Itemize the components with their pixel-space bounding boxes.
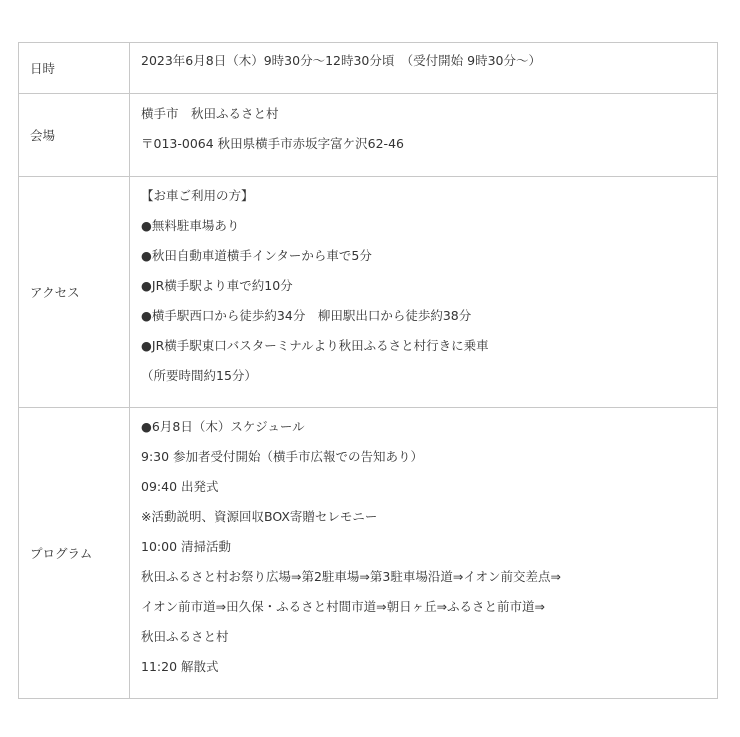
content-line: 秋田ふるさと村 [141, 629, 229, 644]
row-content [130, 408, 718, 699]
table-row-venue [19, 94, 718, 177]
content-line: ●JR横手駅より車で約10分 [141, 278, 293, 293]
content-line: 〒013-0064 秋田県横手市赤坂字富ケ沢62-46 [141, 136, 404, 151]
table-row-date [19, 43, 718, 94]
content-line: ※活動説明、資源回収BOX寄贈セレモニー [141, 509, 378, 524]
content-line: ●無料駐車場あり [141, 218, 240, 233]
row-content [130, 177, 718, 408]
label-text: 会場 [30, 128, 56, 143]
label-text: アクセス [30, 285, 80, 300]
content-line: 09:40 出発式 [141, 479, 219, 494]
table-row-program [19, 408, 718, 699]
content-line: イオン前市道⇒田久保・ふるさと村間市道⇒朝日ヶ丘⇒ふるさと前市道⇒ [141, 599, 546, 614]
event-info-table [18, 42, 718, 699]
row-label [19, 408, 130, 699]
content-line: ●6月8日（木）スケジュール [141, 419, 305, 434]
content-line: ●横手駅西口から徒歩約34分 柳田駅出口から徒歩約38分 [141, 308, 472, 323]
row-label [19, 177, 130, 408]
content-line: 11:20 解散式 [141, 659, 219, 674]
row-label [19, 94, 130, 177]
row-label [19, 43, 130, 94]
row-content [130, 43, 718, 94]
content-line: 横手市 秋田ふるさと村 [141, 106, 279, 121]
content-line: 10:00 清掃活動 [141, 539, 231, 554]
content-line: 9:30 参加者受付開始（横手市広報での告知あり） [141, 449, 424, 464]
content-line: 秋田ふるさと村お祭り広場⇒第2駐車場⇒第3駐車場沿道⇒イオン前交差点⇒ [141, 569, 561, 584]
table-row-access [19, 177, 718, 408]
content-line: ●JR横手駅東口バスターミナルより秋田ふるさと村行きに乗車 [141, 338, 489, 353]
row-content [130, 94, 718, 177]
label-text: プログラム [30, 546, 93, 561]
content-line: （所要時間約15分） [141, 368, 257, 383]
label-text: 日時 [30, 61, 56, 76]
content-line: 【お車ご利用の方】 [141, 188, 254, 203]
content-line: ●秋田自動車道横手インターから車で5分 [141, 248, 372, 263]
content-line: 2023年6月8日（木）9時30分～12時30分頃 （受付開始 9時30分～） [141, 53, 541, 68]
